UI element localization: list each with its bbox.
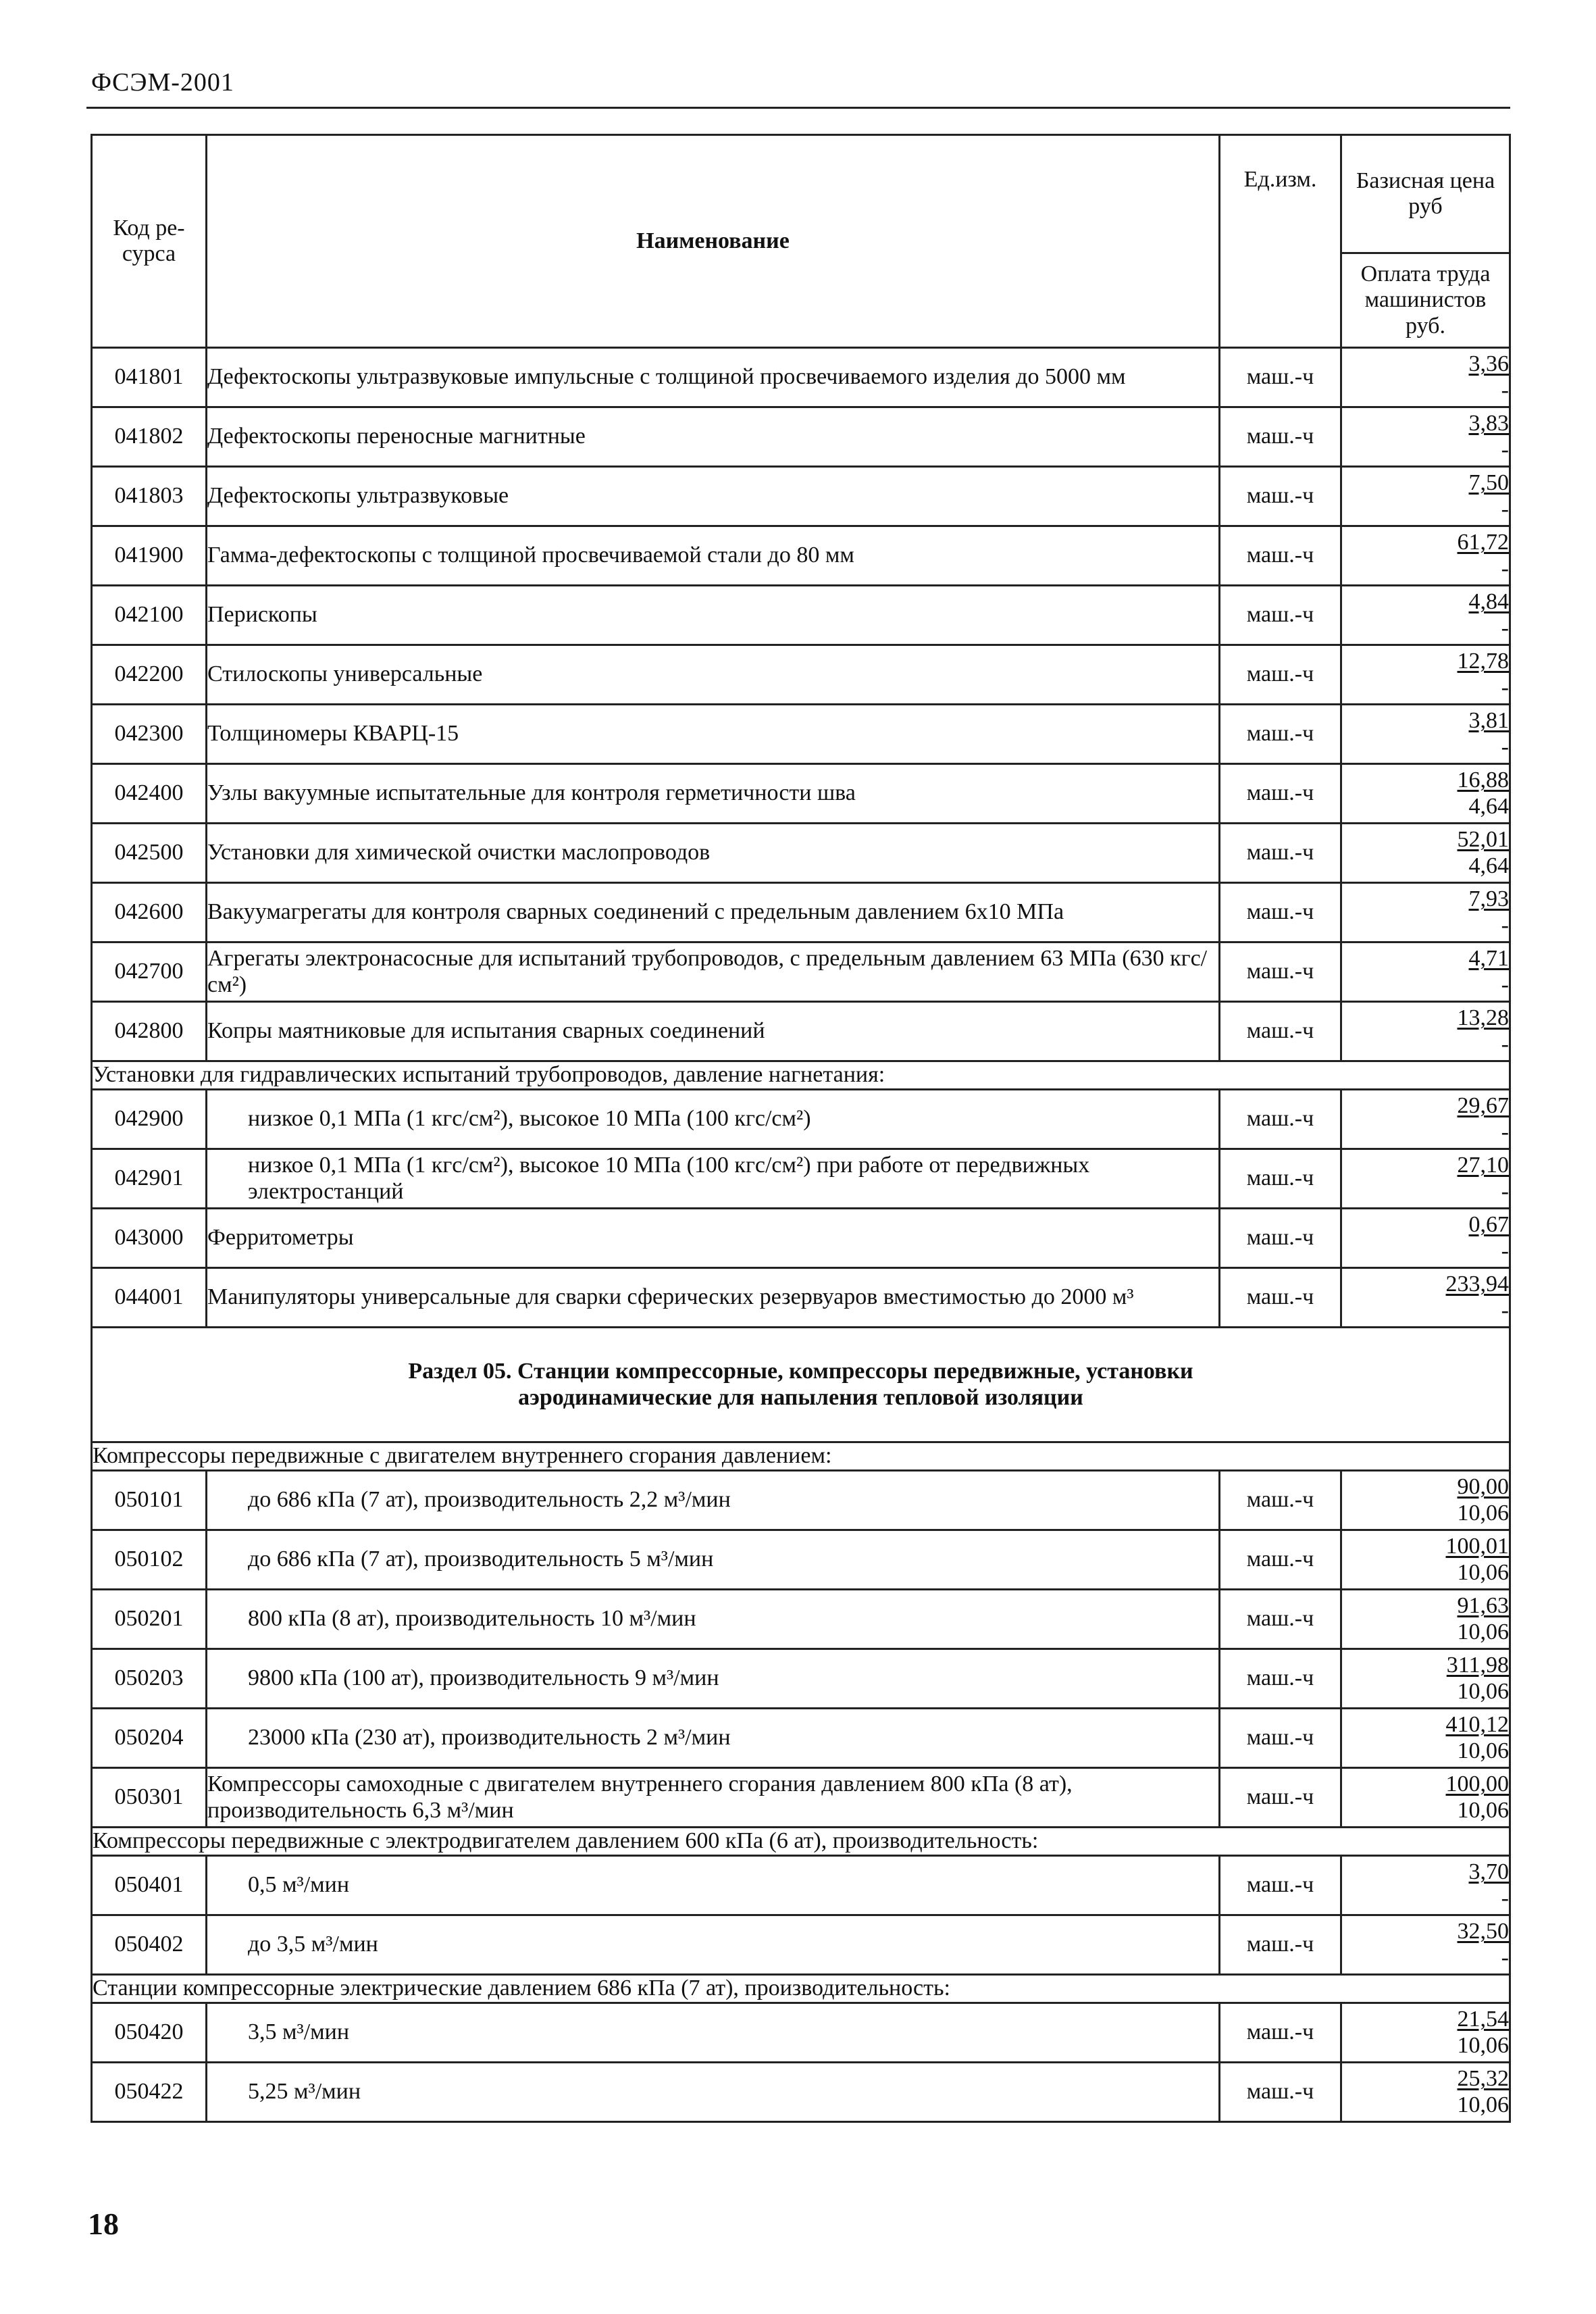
resource-name-text: низкое 0,1 МПа (1 кгс/см²), высокое 10 МПа (100 кгс/см²) при работе от передвижных электростанций (248, 1153, 1090, 1204)
group-heading: Станции компрессорные электрические давлением 686 кПа (7 ат), производительность: (92, 1975, 1510, 2003)
operator-wage: - (1501, 436, 1509, 462)
price-cell (1341, 1002, 1510, 1061)
base-price: 0,67 (1468, 1212, 1509, 1238)
resource-name (207, 1768, 1220, 1828)
base-price: 3,83 (1468, 411, 1509, 436)
resource-name (207, 407, 1220, 467)
operator-wage: 10,06 (1457, 2032, 1509, 2058)
resource-name (207, 1149, 1220, 1209)
table-row (92, 1149, 1510, 1209)
price-cell (1341, 1915, 1510, 1975)
price-table-body (92, 135, 1510, 2122)
resource-name (207, 1709, 1220, 1768)
base-price: 4,71 (1468, 946, 1509, 972)
resource-code: 042700 (92, 942, 207, 1002)
group-heading-row (92, 1828, 1510, 1856)
table-row (92, 1268, 1510, 1328)
table-row (92, 1768, 1510, 1828)
price-cell (1341, 1209, 1510, 1268)
table-row (92, 526, 1510, 586)
resource-name-text: Компрессоры самоходные с двигателем внутреннего сгорания давлением 800 кПа (8 ат), производительность 6,3 м³/мин (207, 1771, 1073, 1823)
section-title-line-2: аэродинамические для напыления тепловой изоляции (518, 1384, 1083, 1410)
resource-name-text: до 3,5 м³/мин (248, 1932, 378, 1957)
resource-name (207, 824, 1220, 883)
price-cell (1341, 1471, 1510, 1530)
base-price: 52,01 (1457, 827, 1509, 853)
operator-wage: - (1501, 615, 1509, 640)
resource-name (207, 467, 1220, 526)
unit-cell: маш.-ч (1220, 1209, 1341, 1268)
unit-cell: маш.-ч (1220, 1530, 1341, 1590)
resource-name (207, 2063, 1220, 2122)
operator-wage: 10,06 (1457, 1678, 1509, 1704)
base-price: 91,63 (1457, 1593, 1509, 1619)
price-cell (1341, 942, 1510, 1002)
resource-name (207, 1268, 1220, 1328)
resource-name-text: до 686 кПа (7 ат), производительность 2,2 м³/мин (248, 1487, 731, 1513)
table-row (92, 348, 1510, 407)
table-row (92, 645, 1510, 705)
table-row (92, 1709, 1510, 1768)
resource-code: 050420 (92, 2003, 207, 2063)
operator-wage: - (1501, 734, 1509, 759)
group-heading: Компрессоры передвижные с двигателем внутреннего сгорания давлением: (92, 1442, 1510, 1471)
resource-code: 050402 (92, 1915, 207, 1975)
resource-code: 043000 (92, 1209, 207, 1268)
resource-name-text: Узлы вакуумные испытательные для контроля герметичности шва (207, 780, 856, 806)
operator-wage: - (1501, 1297, 1509, 1323)
resource-name-text: Дефектоскопы ультразвуковые (207, 483, 509, 509)
group-heading: Компрессоры передвижные с электродвигателем давлением 600 кПа (6 ат), производительность: (92, 1828, 1510, 1856)
unit-cell: маш.-ч (1220, 586, 1341, 645)
header-name: Наименование (207, 135, 1220, 348)
resource-code: 042400 (92, 764, 207, 824)
resource-code: 050101 (92, 1471, 207, 1530)
price-cell (1341, 348, 1510, 407)
resource-name-text: Дефектоскопы переносные магнитные (207, 424, 586, 449)
resource-code: 041803 (92, 467, 207, 526)
price-cell (1341, 883, 1510, 942)
table-row (92, 1915, 1510, 1975)
section-title (92, 1328, 1510, 1442)
table-row (92, 586, 1510, 645)
unit-cell: маш.-ч (1220, 1856, 1341, 1915)
base-price: 27,10 (1457, 1153, 1509, 1178)
resource-name-text: 3,5 м³/мин (248, 2019, 350, 2045)
price-cell (1341, 586, 1510, 645)
price-cell (1341, 2003, 1510, 2063)
resource-name (207, 1209, 1220, 1268)
resource-code: 042901 (92, 1149, 207, 1209)
base-price: 16,88 (1457, 768, 1509, 793)
resource-name-text: Агрегаты электронасосные для испытаний трубопроводов, с предельным давлением 63 МПа (630 кгс/см²) (207, 946, 1208, 997)
resource-name-text: Перископы (207, 602, 317, 628)
price-cell (1341, 2063, 1510, 2122)
unit-cell: маш.-ч (1220, 1768, 1341, 1828)
resource-name-text: Гамма-дефектоскопы с толщиной просвечиваемой стали до 80 мм (207, 543, 854, 568)
header-wage: Оплата труда машинистов руб. (1341, 253, 1510, 348)
resource-name-text: Вакуумагрегаты для контроля сварных соединений с предельным давлением 6x10 МПа (207, 899, 1064, 925)
unit-cell: маш.-ч (1220, 764, 1341, 824)
resource-code: 042200 (92, 645, 207, 705)
operator-wage: - (1501, 1031, 1509, 1057)
base-price: 90,00 (1457, 1474, 1509, 1500)
price-cell (1341, 1590, 1510, 1649)
price-cell (1341, 824, 1510, 883)
price-cell (1341, 764, 1510, 824)
price-cell (1341, 1149, 1510, 1209)
base-price: 21,54 (1457, 2007, 1509, 2032)
resource-name-text: Дефектоскопы ультразвуковые импульсные с толщиной просвечиваемого изделия до 5000 мм (207, 364, 1126, 390)
table-row (92, 824, 1510, 883)
base-price: 100,00 (1445, 1771, 1509, 1797)
resource-name-text: Ферритометры (207, 1225, 354, 1251)
resource-name (207, 1471, 1220, 1530)
resource-name (207, 1002, 1220, 1061)
price-cell (1341, 705, 1510, 764)
page-header: ФСЭМ-2001 (91, 68, 234, 97)
table-row (92, 705, 1510, 764)
resource-name (207, 2003, 1220, 2063)
unit-cell: маш.-ч (1220, 2063, 1341, 2122)
page-number: 18 (88, 2207, 119, 2241)
unit-cell: маш.-ч (1220, 1649, 1341, 1709)
operator-wage: 10,06 (1457, 1738, 1509, 1763)
resource-name-text: Толщиномеры КВАРЦ-15 (207, 721, 459, 747)
resource-name (207, 705, 1220, 764)
resource-name-text: Установки для химической очистки маслопроводов (207, 840, 711, 865)
operator-wage: 10,06 (1457, 2092, 1509, 2117)
resource-name-text: 800 кПа (8 ат), производительность 10 м³/мин (248, 1606, 696, 1632)
operator-wage: - (1501, 972, 1509, 997)
base-price: 4,84 (1468, 589, 1509, 615)
unit-cell: маш.-ч (1220, 1471, 1341, 1530)
unit-cell: маш.-ч (1220, 1002, 1341, 1061)
operator-wage: - (1501, 674, 1509, 700)
price-cell (1341, 1530, 1510, 1590)
resource-code: 050301 (92, 1768, 207, 1828)
base-price: 12,78 (1457, 649, 1509, 674)
price-cell (1341, 407, 1510, 467)
table-row (92, 1090, 1510, 1149)
operator-wage: - (1501, 1238, 1509, 1263)
resource-name (207, 1649, 1220, 1709)
resource-code: 041900 (92, 526, 207, 586)
base-price: 3,36 (1468, 351, 1509, 377)
section-title-line-1: Раздел 05. Станции компрессорные, компрессоры передвижные, установки (408, 1359, 1193, 1384)
unit-cell: маш.-ч (1220, 348, 1341, 407)
resource-code: 050201 (92, 1590, 207, 1649)
resource-code: 041801 (92, 348, 207, 407)
resource-name (207, 1856, 1220, 1915)
unit-cell: маш.-ч (1220, 1268, 1341, 1328)
resource-name-text: 9800 кПа (100 ат), производительность 9 м³/мин (248, 1665, 719, 1691)
unit-cell: маш.-ч (1220, 407, 1341, 467)
operator-wage: - (1501, 912, 1509, 938)
resource-name (207, 764, 1220, 824)
operator-wage: 10,06 (1457, 1797, 1509, 1823)
price-cell (1341, 1090, 1510, 1149)
resource-name (207, 586, 1220, 645)
base-price: 3,81 (1468, 708, 1509, 734)
table-row (92, 1002, 1510, 1061)
resource-name-text: Копры маятниковые для испытания сварных соединений (207, 1018, 765, 1044)
base-price: 13,28 (1457, 1005, 1509, 1031)
operator-wage: - (1501, 1119, 1509, 1145)
resource-code: 041802 (92, 407, 207, 467)
resource-code: 050102 (92, 1530, 207, 1590)
operator-wage: 10,06 (1457, 1619, 1509, 1644)
group-heading-row (92, 1442, 1510, 1471)
operator-wage: 10,06 (1457, 1500, 1509, 1526)
table-row (92, 2063, 1510, 2122)
base-price: 7,50 (1468, 470, 1509, 496)
base-price: 233,94 (1445, 1272, 1509, 1297)
unit-cell: маш.-ч (1220, 2003, 1341, 2063)
table-row (92, 1856, 1510, 1915)
resource-code: 042100 (92, 586, 207, 645)
operator-wage: - (1501, 555, 1509, 581)
header-code: Код ре-сурса (92, 135, 207, 348)
resource-code: 050204 (92, 1709, 207, 1768)
resource-code: 050401 (92, 1856, 207, 1915)
unit-cell: маш.-ч (1220, 526, 1341, 586)
price-cell (1341, 1856, 1510, 1915)
table-row (92, 764, 1510, 824)
resource-name (207, 1530, 1220, 1590)
resource-code: 050203 (92, 1649, 207, 1709)
unit-cell: маш.-ч (1220, 1149, 1341, 1209)
operator-wage: - (1501, 1885, 1509, 1911)
unit-cell: маш.-ч (1220, 1709, 1341, 1768)
table-row (92, 2003, 1510, 2063)
group-heading-row (92, 1061, 1510, 1090)
resource-code: 042900 (92, 1090, 207, 1149)
base-price: 32,50 (1457, 1919, 1509, 1944)
price-cell (1341, 467, 1510, 526)
price-table (91, 134, 1511, 2123)
operator-wage: 10,06 (1457, 1559, 1509, 1585)
resource-code: 042800 (92, 1002, 207, 1061)
base-price: 61,72 (1457, 530, 1509, 555)
resource-name (207, 645, 1220, 705)
base-price: 3,70 (1468, 1859, 1509, 1885)
price-cell (1341, 1709, 1510, 1768)
operator-wage: - (1501, 1944, 1509, 1970)
table-row (92, 1471, 1510, 1530)
resource-name (207, 1915, 1220, 1975)
resource-name (207, 1590, 1220, 1649)
resource-name-text: 23000 кПа (230 ат), производительность 2 м³/мин (248, 1725, 731, 1751)
table-header-row (92, 135, 1510, 253)
table-row (92, 407, 1510, 467)
unit-cell: маш.-ч (1220, 1590, 1341, 1649)
resource-name (207, 348, 1220, 407)
unit-cell: маш.-ч (1220, 645, 1341, 705)
operator-wage: 4,64 (1468, 793, 1509, 819)
base-price: 7,93 (1468, 886, 1509, 912)
table-row (92, 1209, 1510, 1268)
base-price: 29,67 (1457, 1093, 1509, 1119)
unit-cell: маш.-ч (1220, 824, 1341, 883)
unit-cell: маш.-ч (1220, 942, 1341, 1002)
resource-name-text: до 686 кПа (7 ат), производительность 5 м³/мин (248, 1546, 714, 1572)
base-price: 410,12 (1445, 1712, 1509, 1738)
group-heading: Установки для гидравлических испытаний трубопроводов, давление нагнетания: (92, 1061, 1510, 1090)
header-rule (86, 107, 1510, 109)
operator-wage: - (1501, 496, 1509, 522)
resource-code: 050422 (92, 2063, 207, 2122)
base-price: 100,01 (1445, 1534, 1509, 1559)
price-cell (1341, 1649, 1510, 1709)
resource-name-text: 0,5 м³/мин (248, 1872, 350, 1898)
table-row (92, 1649, 1510, 1709)
resource-name (207, 1090, 1220, 1149)
resource-name (207, 526, 1220, 586)
unit-cell: маш.-ч (1220, 1090, 1341, 1149)
section-title-row (92, 1328, 1510, 1442)
resource-code: 042300 (92, 705, 207, 764)
resource-code: 042500 (92, 824, 207, 883)
resource-name-text: Манипуляторы универсальные для сварки сферических резервуаров вместимостью до 2000 м³ (207, 1284, 1134, 1310)
base-price: 311,98 (1446, 1653, 1509, 1678)
unit-cell: маш.-ч (1220, 883, 1341, 942)
resource-name (207, 883, 1220, 942)
operator-wage: 4,64 (1468, 853, 1509, 878)
base-price: 25,32 (1457, 2066, 1509, 2092)
table-row (92, 942, 1510, 1002)
resource-name-text: Стилоскопы универсальные (207, 661, 483, 687)
resource-code: 044001 (92, 1268, 207, 1328)
unit-cell: маш.-ч (1220, 705, 1341, 764)
header-price: Базисная цена руб (1341, 135, 1510, 253)
price-cell (1341, 1268, 1510, 1328)
resource-name-text: низкое 0,1 МПа (1 кгс/см²), высокое 10 МПа (100 кгс/см²) (248, 1106, 811, 1132)
resource-name (207, 942, 1220, 1002)
price-cell (1341, 526, 1510, 586)
resource-name-text: 5,25 м³/мин (248, 2079, 361, 2105)
header-unit: Ед.изм. (1220, 135, 1341, 348)
table-row (92, 883, 1510, 942)
price-cell (1341, 1768, 1510, 1828)
table-row (92, 1530, 1510, 1590)
unit-cell: маш.-ч (1220, 467, 1341, 526)
unit-cell: маш.-ч (1220, 1915, 1341, 1975)
table-row (92, 1590, 1510, 1649)
operator-wage: - (1501, 1178, 1509, 1204)
group-heading-row (92, 1975, 1510, 2003)
operator-wage: - (1501, 377, 1509, 403)
table-row (92, 467, 1510, 526)
resource-code: 042600 (92, 883, 207, 942)
price-cell (1341, 645, 1510, 705)
